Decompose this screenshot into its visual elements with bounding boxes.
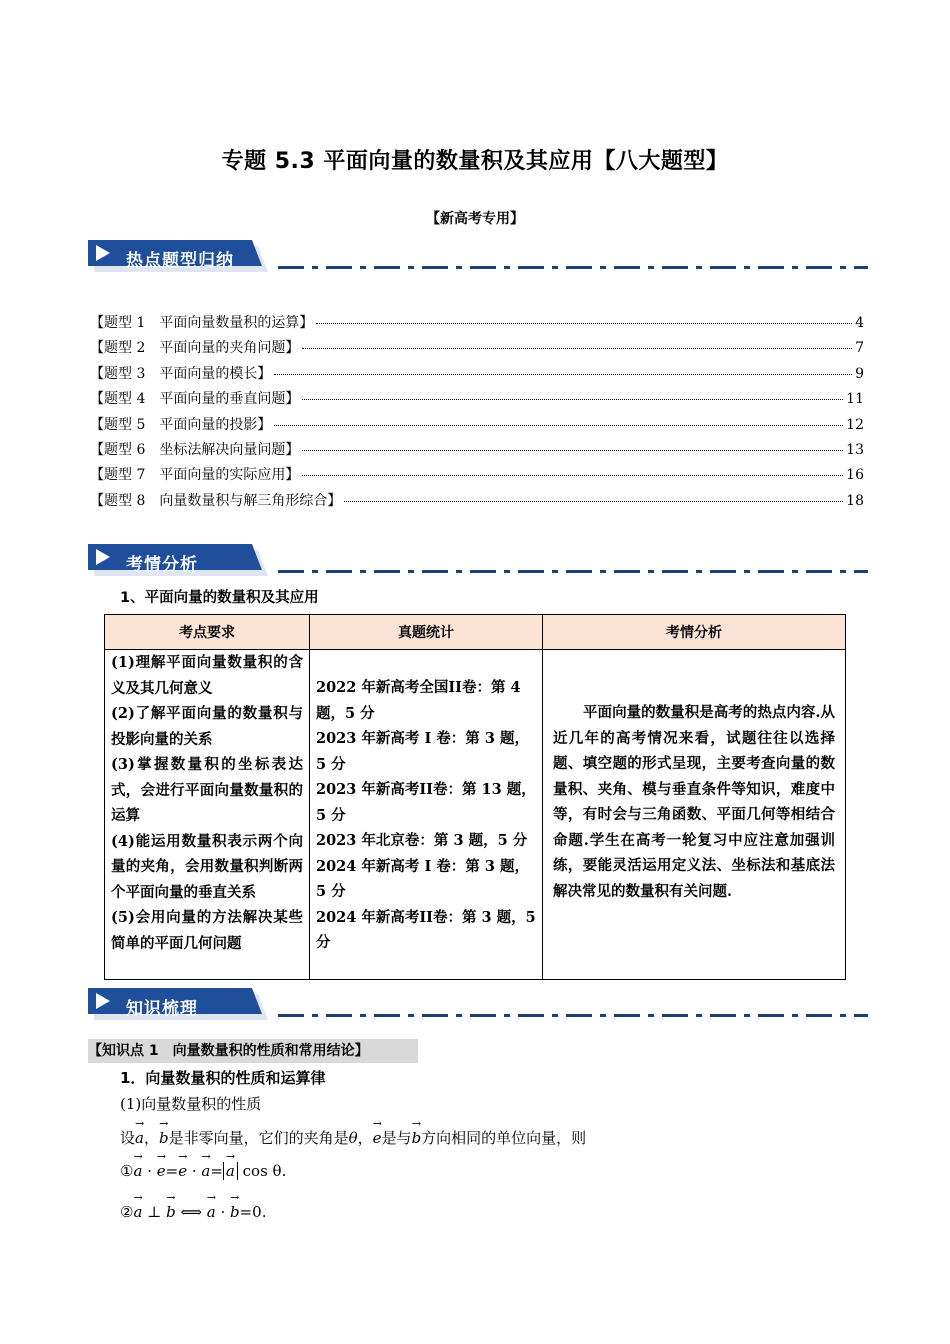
dashed-divider xyxy=(278,1014,868,1017)
toc-item[interactable]: 【题型 2 平面向量的夹角问题】 7 xyxy=(90,340,864,357)
toc-item[interactable]: 【题型 3 平面向量的模长】 9 xyxy=(90,365,864,382)
toc-item[interactable]: 【题型 5 平面向量的投影】 12 xyxy=(90,416,864,433)
section-banner-knowledge xyxy=(88,988,868,1026)
page-title: 专题 5.3 平面向量的数量积及其应用【八大题型】 xyxy=(221,149,729,174)
table-of-contents xyxy=(90,312,864,515)
dashed-divider xyxy=(278,266,868,269)
toc-item[interactable]: 【题型 7 平面向量的实际应用】 16 xyxy=(90,467,864,484)
knowledge-intro: 设→ a，→ b是非零向量，它们的夹角是θ，→ e是与→ b方向相同的单位向量，则 xyxy=(120,1127,586,1148)
table-header: 考情分析 xyxy=(543,615,846,650)
page-subtitle: 【新高考专用】 xyxy=(426,211,524,227)
analysis-cell: 平面向量的数量积是高考的热点内容.从近几年的高考情况来看，试题往往以选择题、填空题的形式呈现，主要考查向量的数量积、夹角、模与垂直条件等知识，难度中等，有时会与三角函数、平面几何等相结合命题.学生在高考一轮复习中应注意加强训练，要能灵活运用定义法、坐标法和基底法解决常见的数量积有关问题. xyxy=(543,650,846,980)
section-banner-analysis xyxy=(88,544,868,582)
formula-1: ①→ a · → e=→ e · → a=→ a cos θ. xyxy=(120,1162,286,1180)
knowledge-point-title: 【知识点 1 向量数量积的性质和常用结论】 xyxy=(88,1039,418,1063)
toc-item[interactable]: 【题型 4 平面向量的垂直问题】 11 xyxy=(90,391,864,408)
stats-cell: 2022 年新高考全国II卷：第 4 题，5 分 2023 年新高考 I 卷：第 3 题，5 分 2023 年新高考II卷：第 13 题，5 分 2023 年北京卷：第 3 题，5 分 2024 年新高考 I 卷：第 3 题，5 分 2024 年新高考II卷：第 3 题，5 分 xyxy=(310,650,543,980)
knowledge-heading: 1．向量数量积的性质和运算律 xyxy=(120,1069,326,1087)
toc-item[interactable]: 【题型 6 坐标法解决向量问题】 13 xyxy=(90,441,864,458)
table-header: 考点要求 xyxy=(105,615,310,650)
section-label: 知识梳理 xyxy=(126,999,198,1019)
toc-item[interactable]: 【题型 1 平面向量数量积的运算】 4 xyxy=(90,315,864,331)
dashed-divider xyxy=(278,570,868,573)
section-banner-hot xyxy=(88,240,868,278)
exam-analysis-table xyxy=(104,614,846,980)
analysis-subheading: 1、平面向量的数量积及其应用 xyxy=(120,590,319,606)
section-label: 热点题型归纳 xyxy=(126,251,234,271)
toc-item[interactable]: 【题型 8 向量数量积与解三角形综合】 18 xyxy=(90,492,864,509)
requirements-cell: (1)理解平面向量数量积的含义及其几何意义 (2)了解平面向量的数量积与投影向量的关系 (3)掌握数量积的坐标表达式，会进行平面向量数量积的运算 (4)能运用数量积表示两个向量的夹角，会用数量积判断两个平面向量的垂直关系 (5)会用向量的方法解决某些简单的平面几何问题 xyxy=(105,650,310,980)
formula-2: ②→ a ⊥ → b ⟺ → a · → b=0. xyxy=(120,1203,266,1221)
knowledge-subheading: (1)向量数量积的性质 xyxy=(120,1095,262,1113)
table-header: 真题统计 xyxy=(310,615,543,650)
section-label: 考情分析 xyxy=(126,555,198,575)
